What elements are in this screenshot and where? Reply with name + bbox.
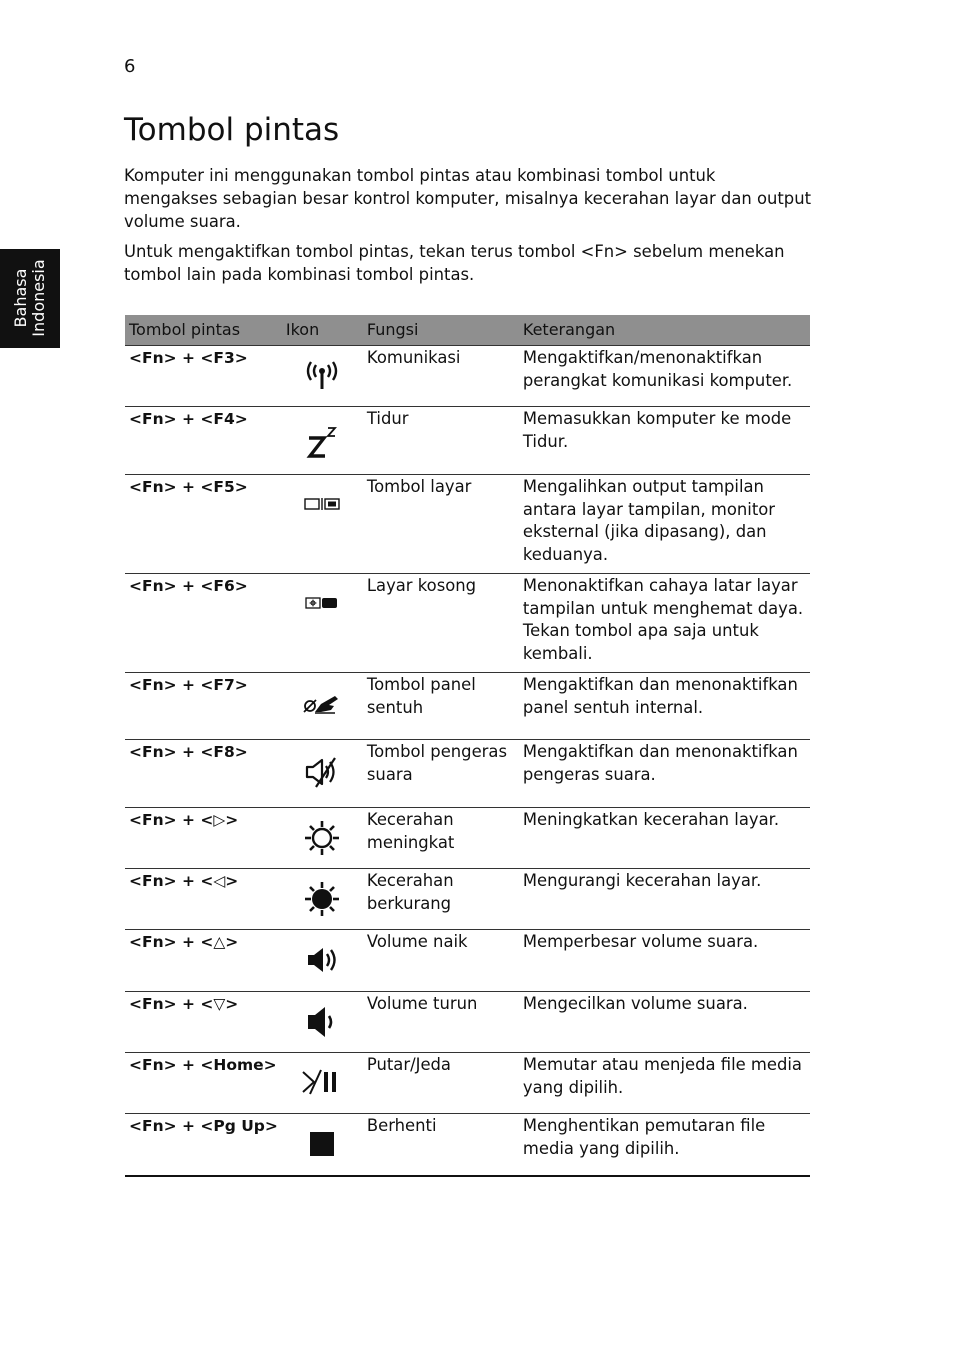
icon-cell [282,740,363,808]
page-title: Tombol pintas [124,112,340,148]
table-row [125,407,810,475]
icon-cell [282,1053,363,1114]
description-cell: Mengecilkan volume suara. [519,992,810,1053]
function-cell: Tombol pengeras suara [363,740,519,808]
description-cell: Memasukkan komputer ke mode Tidur. [519,407,810,475]
table-row [125,475,810,574]
table-row [125,992,810,1053]
stop-icon [309,1131,335,1157]
table-row [125,930,810,992]
brightness-up-icon [302,818,342,858]
description-cell: Memperbesar volume suara. [519,930,810,992]
table-row [125,574,810,673]
description-cell: Mengurangi kecerahan layar. [519,869,810,930]
intro-paragraph: Komputer ini menggunakan tombol pintas atau kombinasi tombol untuk mengakses sebagian besar kontrol komputer, misalnya kecerahan layar dan output volume suara. [124,166,812,231]
hotkey-cell: <Fn> + <F4> [125,407,282,475]
display-toggle-icon [302,496,342,512]
table-row [125,740,810,808]
icon-cell [282,808,363,869]
header-description: Keterangan [519,315,810,346]
header-hotkey: Tombol pintas [125,315,282,346]
function-cell: Putar/Jeda [363,1053,519,1114]
icon-cell [282,475,363,574]
hotkey-cell: <Fn> + <F5> [125,475,282,574]
function-cell: Tidur [363,407,519,475]
description-cell: Menghentikan pemutaran file media yang dipilih. [519,1114,810,1176]
function-cell: Tombol layar [363,475,519,574]
icon-cell [282,346,363,407]
description-cell: Mengaktifkan dan menonaktifkan pengeras suara. [519,740,810,808]
icon-cell [282,673,363,740]
table-row [125,1114,810,1176]
sleep-icon [302,418,342,462]
hotkey-cell: <Fn> + <F8> [125,740,282,808]
play-pause-icon [300,1068,344,1096]
function-cell: Kecerahan meningkat [363,808,519,869]
table-header-row [125,315,810,346]
icon-cell [282,930,363,992]
function-cell: Tombol panel sentuh [363,673,519,740]
brightness-down-icon [302,879,342,919]
function-cell: Volume turun [363,992,519,1053]
hotkey-cell: <Fn> + <Home> [125,1053,282,1114]
hotkey-cell: <Fn> + <△> [125,930,282,992]
hotkey-cell: <Fn> + <◁> [125,869,282,930]
wireless-icon [302,358,342,392]
table-row [125,869,810,930]
icon-cell [282,574,363,673]
function-cell: Kecerahan berkurang [363,869,519,930]
hotkey-table [125,315,810,1177]
language-tab-label [12,259,48,336]
screen-blank-icon [302,595,342,611]
icon-cell [282,992,363,1053]
icon-cell [282,1114,363,1176]
function-cell: Volume naik [363,930,519,992]
hotkey-cell: <Fn> + <Pg Up> [125,1114,282,1176]
function-cell: Berhenti [363,1114,519,1176]
volume-down-icon [302,1004,342,1040]
page-number: 6 [124,56,136,77]
function-cell: Layar kosong [363,574,519,673]
touchpad-toggle-icon [301,692,343,716]
hotkey-cell: <Fn> + <▷> [125,808,282,869]
language-side-tab [0,249,60,348]
description-cell: Mengaktifkan dan menonaktifkan panel sentuh internal. [519,673,810,740]
icon-cell [282,407,363,475]
speaker-mute-icon [302,755,342,789]
description-cell: Meningkatkan kecerahan layar. [519,808,810,869]
hotkey-cell: <Fn> + <F7> [125,673,282,740]
table-row [125,346,810,407]
description-cell: Memutar atau menjeda file media yang dipilih. [519,1053,810,1114]
icon-cell [282,869,363,930]
function-cell: Komunikasi [363,346,519,407]
language-tab-line-2: Indonesia [29,259,48,337]
description-cell: Menonaktifkan cahaya latar layar tampilan untuk menghemat daya. Tekan tombol apa saja untuk kembali. [519,574,810,673]
description-cell: Mengalihkan output tampilan antara layar tampilan, monitor eksternal (jika dipasang), dan keduanya. [519,475,810,574]
hotkey-cell: <Fn> + <▽> [125,992,282,1053]
header-function: Fungsi [363,315,519,346]
header-icon: Ikon [282,315,363,346]
table-row [125,1053,810,1114]
hotkey-cell: <Fn> + <F3> [125,346,282,407]
table-row [125,808,810,869]
language-tab-line-1: Bahasa [11,268,30,328]
description-cell: Mengaktifkan/menonaktifkan perangkat komunikasi komputer. [519,346,810,407]
volume-up-icon [302,943,342,977]
hotkey-cell: <Fn> + <F6> [125,574,282,673]
table-row [125,673,810,740]
instruction-paragraph: Untuk mengaktifkan tombol pintas, tekan terus tombol <Fn> sebelum menekan tombol lain pada kombinasi tombol pintas. [124,242,785,284]
